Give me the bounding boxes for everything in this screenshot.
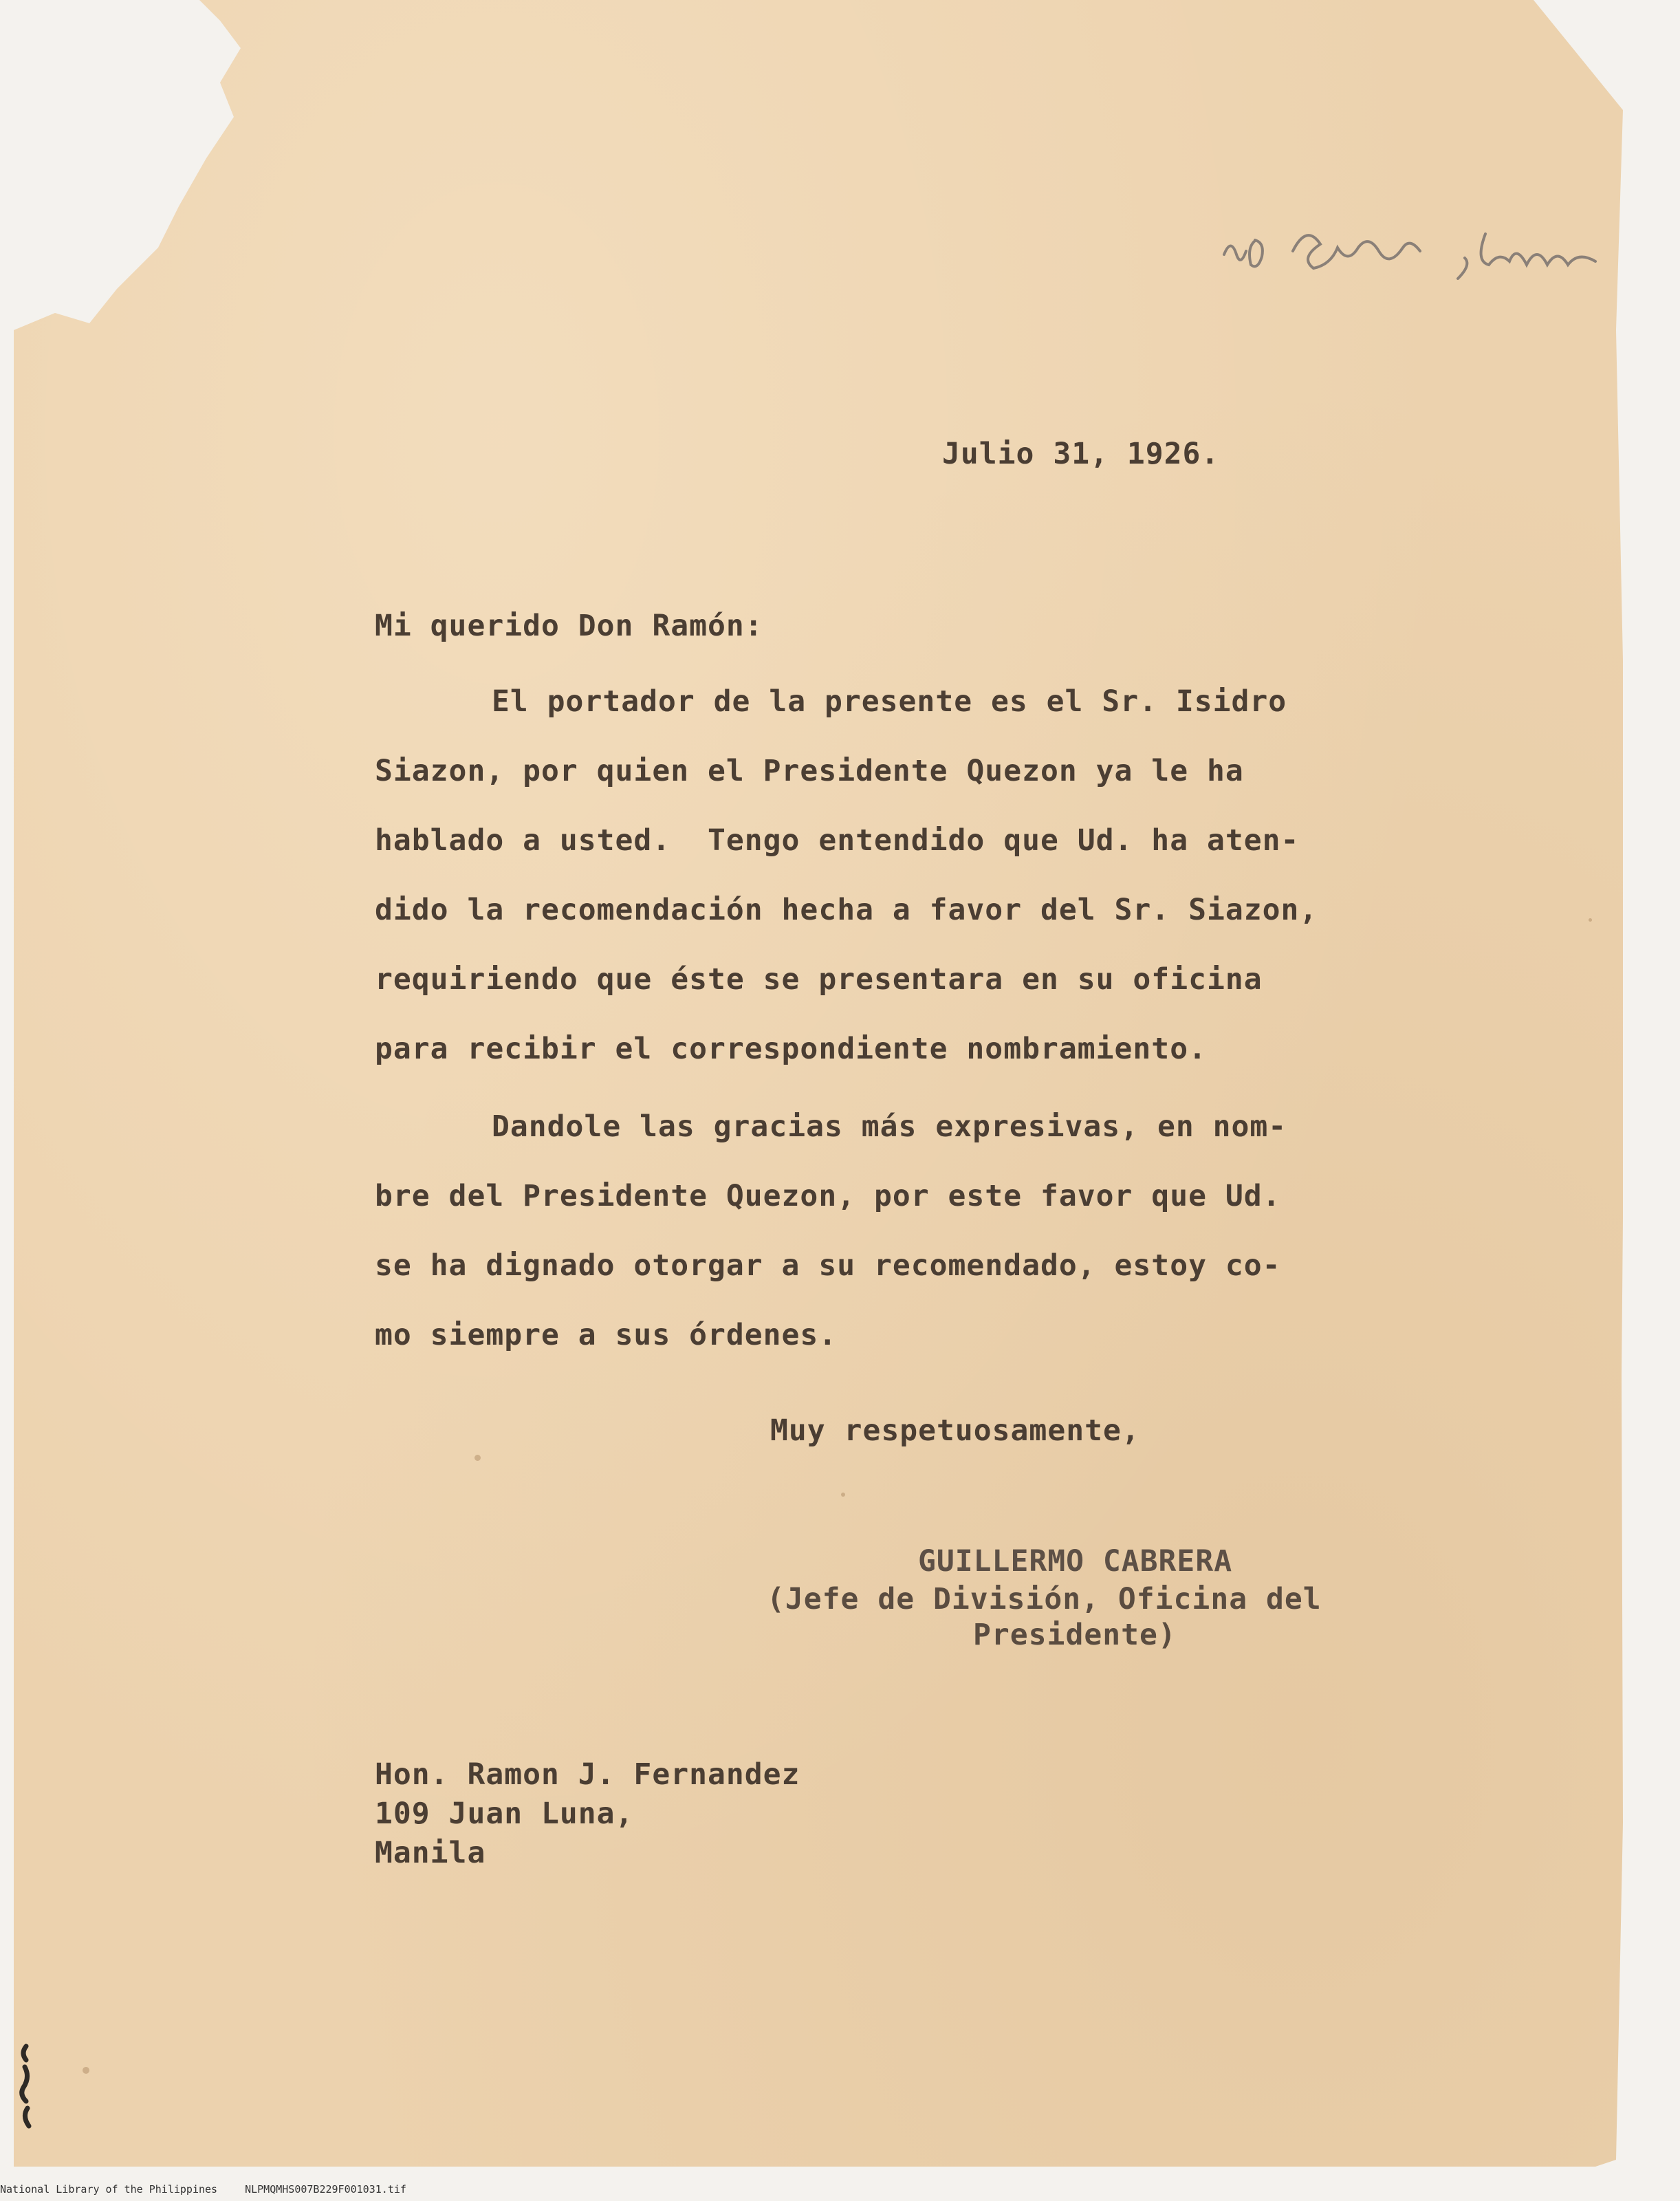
paper-stain xyxy=(841,1493,845,1497)
institution-label: National Library of the Philippines xyxy=(0,2183,218,2195)
file-id-label: NLPMQMHS007B229F001031.tif xyxy=(245,2183,406,2195)
addressee-name: Hon. Ramon J. Fernandez xyxy=(375,1757,800,1792)
body-line: requiriendo que éste se presentara en su oficina xyxy=(375,962,1263,997)
body-line: dido la recomendación hecha a favor del Sr. Siazon, xyxy=(375,893,1318,927)
signatory-title-continued: Presidente) xyxy=(973,1618,1177,1652)
body-line: bre del Presidente Quezon, por este favor que Ud. xyxy=(375,1179,1281,1213)
pencil-note-scribble-icon xyxy=(1210,213,1623,289)
paper-stain xyxy=(83,2067,89,2074)
signatory-name: GUILLERMO CABRERA xyxy=(918,1544,1233,1579)
body-line: se ha dignado otorgar a su recomendado, estoy co- xyxy=(375,1248,1281,1283)
letter-closing: Muy respetuosamente, xyxy=(770,1413,1140,1448)
signatory-title: (Jefe de División, Oficina del xyxy=(767,1582,1322,1616)
body-paragraph-2 xyxy=(375,1092,1287,1370)
body-line: hablado a usted. Tengo entendido que Ud. ha aten- xyxy=(375,823,1300,858)
body-line: Dandole las gracias más expresivas, en nom- xyxy=(492,1109,1287,1144)
body-line: El portador de la presente es el Sr. Isidro xyxy=(492,684,1287,719)
handwritten-pencil-note xyxy=(1210,213,1623,289)
body-line: mo siempre a sus órdenes. xyxy=(375,1318,838,1352)
addressee-city: Manila xyxy=(375,1836,486,1870)
letter-date: Julio 31, 1926. xyxy=(942,437,1220,471)
body-line: para recibir el correspondiente nombramiento. xyxy=(375,1032,1207,1066)
paper-stain xyxy=(474,1455,481,1461)
body-paragraph-1 xyxy=(375,667,1318,1084)
letter-salutation: Mi querido Don Ramón: xyxy=(375,609,763,643)
paper-stain xyxy=(1589,918,1592,922)
binding-hole-icon xyxy=(12,2039,54,2136)
scan-footer xyxy=(0,2167,1680,2201)
addressee-street: 109 Juan Luna, xyxy=(375,1797,634,1831)
scan-footer-text xyxy=(0,2183,406,2195)
body-line: Siazon, por quien el Presidente Quezon ya le ha xyxy=(375,754,1244,788)
